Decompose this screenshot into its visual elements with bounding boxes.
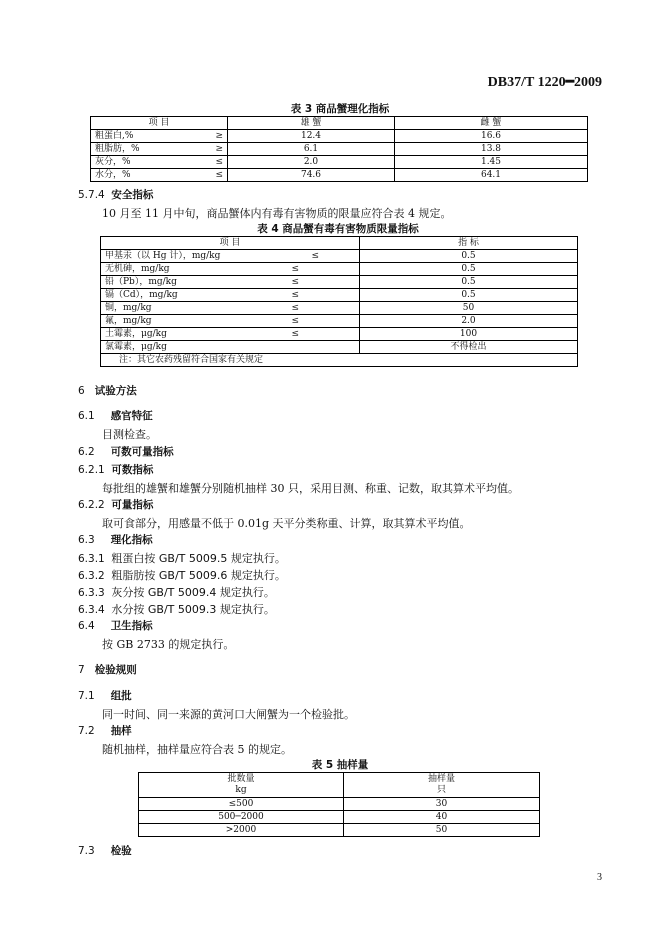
- table-cell: ≤: [291, 329, 299, 339]
- section-6-4-heading: [78, 618, 153, 633]
- section-title: 可数指标: [111, 464, 154, 476]
- header-line: kg: [235, 785, 247, 795]
- table-cell: ≤: [291, 303, 299, 313]
- table-cell: 粗脂肪，%: [95, 144, 140, 154]
- table-cell: 铅（Pb），mg/kg: [105, 277, 177, 287]
- section-number: 7.1: [78, 690, 95, 702]
- table-header-row: [101, 237, 578, 250]
- table-cell: 16.6: [395, 130, 588, 143]
- table-header: [344, 773, 540, 798]
- table-cell: 氟，mg/kg: [105, 316, 152, 326]
- table5-caption: 表 5 抽样量: [311, 759, 369, 771]
- header-line: 抽样量: [427, 774, 455, 784]
- section-number: 6.2.2: [78, 499, 105, 511]
- table-row: [101, 276, 578, 289]
- section-title: 可数可量指标: [110, 446, 174, 458]
- section-7-2-heading: [78, 723, 132, 738]
- table-cell: ≤: [291, 316, 299, 326]
- table-cell: 0.5: [360, 289, 578, 302]
- section-5-7-4-text: 10 月至 11 月中旬，商品蟹体内有毒有害物质的限量应符合表 4 规定。: [102, 207, 452, 220]
- section-number: 5.7.4: [78, 189, 105, 201]
- page-number: 3: [597, 872, 602, 883]
- table-row: [91, 143, 588, 156]
- section-number: 7.2: [78, 725, 95, 737]
- section-number: 6: [78, 385, 85, 397]
- table-cell: 氯霉素，μg/kg: [105, 342, 167, 352]
- table-cell: 50: [344, 824, 540, 837]
- table-cell: 2.0: [360, 315, 578, 328]
- section-title: 感官特征: [110, 410, 153, 422]
- section-number: 6.2: [78, 446, 95, 458]
- table-cell: ≤: [311, 251, 319, 261]
- table-cell: 水分，%: [95, 170, 131, 180]
- table-row: [91, 130, 588, 143]
- section-text: 粗蛋白按 GB/T 5009.5 规定执行。: [111, 552, 286, 565]
- table-row: [101, 328, 578, 341]
- table-note-row: [101, 354, 578, 367]
- section-6-3-3: [78, 584, 275, 600]
- table-cell: 土霉素，μg/kg: [105, 329, 167, 339]
- table-header: 项 目: [101, 237, 360, 250]
- table-cell: 12.4: [228, 130, 395, 143]
- section-6-3-2: [78, 567, 286, 583]
- table-cell: ≥: [215, 144, 223, 154]
- table-cell: ≤500: [139, 798, 344, 811]
- section-7-3-heading: [78, 843, 132, 858]
- table-cell: 0.5: [360, 276, 578, 289]
- section-7-2-text: 随机抽样，抽样量应符合表 5 的规定。: [102, 743, 292, 756]
- section-7-1-text: 同一时间、同一来源的黄河口大闸蟹为一个检验批。: [102, 708, 355, 721]
- table-row: [139, 824, 540, 837]
- section-number: 6.3.3: [78, 587, 105, 599]
- table-cell: 50: [360, 302, 578, 315]
- section-6-2-2-heading: [78, 497, 153, 512]
- section-6-1-text: 目测检查。: [102, 428, 157, 441]
- section-number: 6.3: [78, 534, 95, 546]
- table-row: [139, 811, 540, 824]
- section-title: 组批: [110, 690, 132, 702]
- table-cell: 铜，mg/kg: [105, 303, 152, 313]
- section-title: 抽样: [110, 725, 132, 737]
- section-6-3-4: [78, 601, 275, 617]
- table-cell: ≥: [215, 131, 223, 141]
- section-6-2-heading: [78, 444, 174, 459]
- section-6-2-2-text: 取可食部分，用感量不低于 0.01g 天平分类称重、计算，取其算术平均值。: [102, 517, 471, 530]
- table-header-row: [91, 117, 588, 130]
- section-5-7-4-heading: [78, 187, 153, 202]
- section-number: 6.4: [78, 620, 95, 632]
- table-header: 雌 蟹: [395, 117, 588, 130]
- header-line: 只: [436, 785, 446, 795]
- table-cell: 无机砷，mg/kg: [105, 264, 170, 274]
- table-header: 项 目: [91, 117, 228, 130]
- table-row: [101, 250, 578, 263]
- table-cell: 镉（Cd），mg/kg: [105, 290, 178, 300]
- section-6-1-heading: [78, 408, 153, 423]
- table-cell: 2.0: [228, 156, 395, 169]
- section-6-heading: [78, 383, 137, 398]
- document-code: DB37/T 1220━2009: [487, 75, 602, 90]
- section-6-3-heading: [78, 532, 153, 547]
- table-cell: 灰分，%: [95, 157, 131, 167]
- section-text: 粗脂肪按 GB/T 5009.6 规定执行。: [111, 569, 286, 582]
- table-row: [101, 263, 578, 276]
- table-row: [101, 315, 578, 328]
- header-line: 批数量: [227, 774, 255, 784]
- section-title: 检验规则: [94, 664, 137, 676]
- table-cell: ≤: [215, 170, 223, 180]
- table-cell: 0.5: [360, 250, 578, 263]
- table-cell: 甲基汞（以 Hg 计），mg/kg: [105, 251, 221, 261]
- section-title: 理化指标: [110, 534, 153, 546]
- table-cell: 64.1: [395, 169, 588, 182]
- section-number: 7: [78, 664, 85, 676]
- table5: [138, 772, 540, 837]
- section-title: 卫生指标: [110, 620, 153, 632]
- section-title: 检验: [110, 845, 132, 857]
- table-cell: 30: [344, 798, 540, 811]
- table-cell: 不得检出: [360, 341, 578, 354]
- section-6-2-1-text: 每批组的雄蟹和雄蟹分别随机抽样 30 只，采用目测、称重、记数，取其算术平均值。: [102, 482, 519, 495]
- table-cell: 13.8: [395, 143, 588, 156]
- section-number: 6.3.4: [78, 604, 105, 616]
- table-row: [91, 156, 588, 169]
- table-note: 注：其它农药残留符合国家有关规定: [101, 354, 578, 367]
- table4-caption: 表 4 商品蟹有毒有害物质限量指标: [257, 223, 419, 235]
- table-cell: 40: [344, 811, 540, 824]
- section-number: 6.2.1: [78, 464, 105, 476]
- table-cell: ≤: [291, 277, 299, 287]
- table-row: [139, 798, 540, 811]
- table-row: [101, 341, 578, 354]
- section-title: 可量指标: [111, 499, 154, 511]
- section-number: 6.3.2: [78, 570, 105, 582]
- table-cell: 6.1: [228, 143, 395, 156]
- table-cell: ≤: [291, 264, 299, 274]
- table-header: 指 标: [360, 237, 578, 250]
- table-cell: 500─2000: [139, 811, 344, 824]
- table-header: 雄 蟹: [228, 117, 395, 130]
- table4: [100, 236, 578, 367]
- section-6-3-1: [78, 550, 286, 566]
- section-number: 7.3: [78, 845, 95, 857]
- table3: [90, 116, 588, 182]
- table-cell: >2000: [139, 824, 344, 837]
- section-6-2-1-heading: [78, 462, 153, 477]
- table-row: [91, 169, 588, 182]
- section-title: 安全指标: [111, 189, 154, 201]
- section-title: 试验方法: [94, 385, 137, 397]
- table-cell: ≤: [215, 157, 223, 167]
- section-text: 水分按 GB/T 5009.3 规定执行。: [111, 603, 275, 616]
- table-cell: ≤: [291, 290, 299, 300]
- section-6-4-text: 按 GB 2733 的规定执行。: [102, 638, 235, 651]
- table-header: [139, 773, 344, 798]
- table-row: [101, 289, 578, 302]
- section-7-1-heading: [78, 688, 132, 703]
- table-cell: 1.45: [395, 156, 588, 169]
- section-number: 6.3.1: [78, 553, 105, 565]
- table-header-row: [139, 773, 540, 798]
- table-cell: 0.5: [360, 263, 578, 276]
- table-cell: 粗蛋白,%: [95, 131, 134, 141]
- table-cell: 100: [360, 328, 578, 341]
- section-7-heading: [78, 662, 137, 677]
- section-number: 6.1: [78, 410, 95, 422]
- section-text: 灰分按 GB/T 5009.4 规定执行。: [111, 586, 275, 599]
- table-row: [101, 302, 578, 315]
- table-cell: 74.6: [228, 169, 395, 182]
- table3-caption: 表 3 商品蟹理化指标: [290, 103, 390, 115]
